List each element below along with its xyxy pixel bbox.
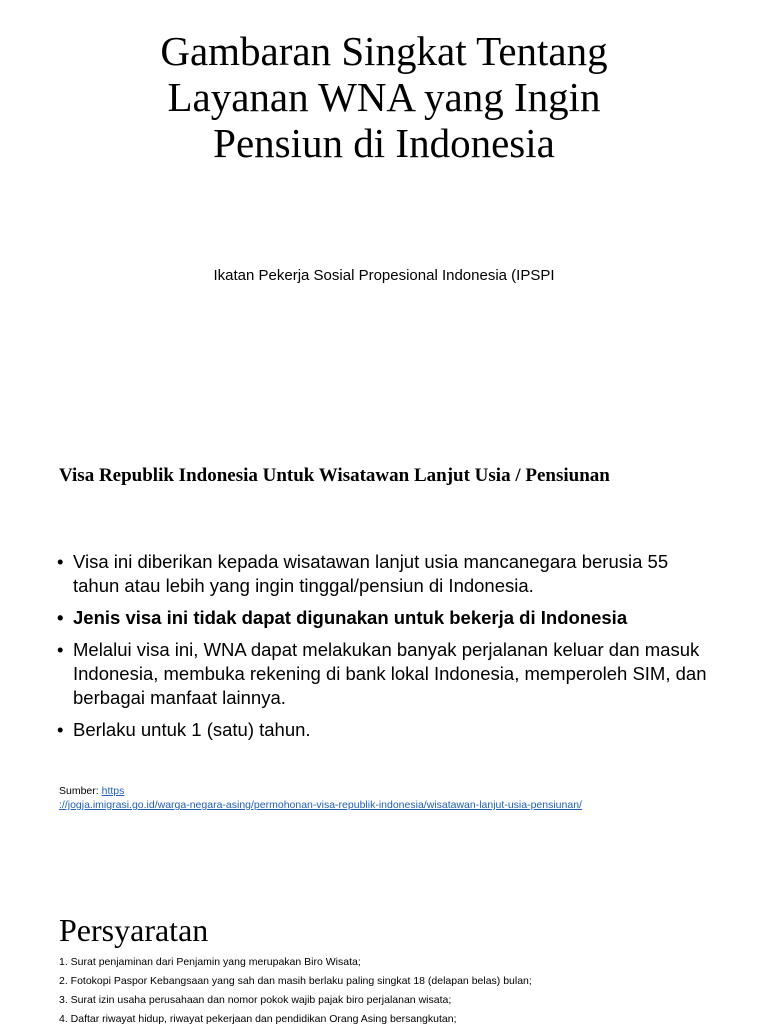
- title-slide: [0, 0, 768, 300]
- slide-title-line-1: Gambaran Singkat Tentang: [160, 28, 608, 74]
- bullet-item: [57, 718, 717, 742]
- requirement-item: 1. Surat penjaminan dari Penjamin yang merupakan Biro Wisata;: [59, 956, 361, 968]
- visa-heading: Visa Republik Indonesia Untuk Wisatawan Lanjut Usia / Pensiunan: [59, 465, 610, 486]
- source-link-part-1[interactable]: https: [101, 785, 125, 797]
- source-link-part-2[interactable]: ://jogja.imigrasi.go.id/warga-negara-asing/permohonan-visa-republik-indonesia/wisatawan-lanjut-usia-pensiunan/: [59, 799, 582, 811]
- bullet-item: [57, 550, 717, 598]
- slide-title: [84, 28, 684, 166]
- bullet-text: Visa ini diberikan kepada wisatawan lanjut usia mancanegara berusia 55 tahun atau lebih yang ingin tinggal/pensiun di Indonesia.: [73, 551, 669, 596]
- visa-bullet-list: [57, 550, 717, 750]
- source-line-1: [59, 784, 582, 798]
- requirement-item: 2. Fotokopi Paspor Kebangsaan yang sah dan masih berlaku paling singkat 18 (delapan belas) bulan;: [59, 975, 532, 987]
- bullet-text: Jenis visa ini tidak dapat digunakan untuk bekerja di Indonesia: [73, 607, 628, 628]
- slide-subtitle: Ikatan Pekerja Sosial Propesional Indonesia (IPSPI: [213, 267, 555, 284]
- bullet-dot: •: [57, 607, 64, 628]
- requirement-item: 3. Surat izin usaha perusahaan dan nomor pokok wajib pajak biro perjalanan wisata;: [59, 994, 452, 1006]
- source-line-2: [59, 798, 582, 812]
- visa-info-slide: [0, 440, 768, 830]
- requirements-heading: Persyaratan: [59, 912, 209, 948]
- bullet-text: Melalui visa ini, WNA dapat melakukan banyak perjalanan keluar dan masuk Indonesia, membuka rekening di bank lokal Indonesia, memperoleh SIM, dan berbagai manfaat lainnya.: [73, 639, 707, 708]
- bullet-item: [57, 606, 717, 630]
- requirements-slide: [0, 905, 768, 1024]
- source-citation: [59, 784, 582, 812]
- slide-title-line-3: Pensiun di Indonesia: [213, 120, 555, 166]
- bullet-dot: •: [57, 639, 64, 660]
- requirements-list: [59, 953, 532, 1029]
- source-label: Sumber:: [59, 785, 102, 797]
- bullet-dot: •: [57, 719, 64, 740]
- slide-title-line-2: Layanan WNA yang Ingin: [167, 74, 601, 120]
- bullet-item: [57, 638, 717, 710]
- bullet-dot: •: [57, 551, 64, 572]
- bullet-text: Berlaku untuk 1 (satu) tahun.: [73, 719, 311, 740]
- requirement-item: 4. Daftar riwayat hidup, riwayat pekerjaan dan pendidikan Orang Asing bersangkutan;: [59, 1013, 457, 1025]
